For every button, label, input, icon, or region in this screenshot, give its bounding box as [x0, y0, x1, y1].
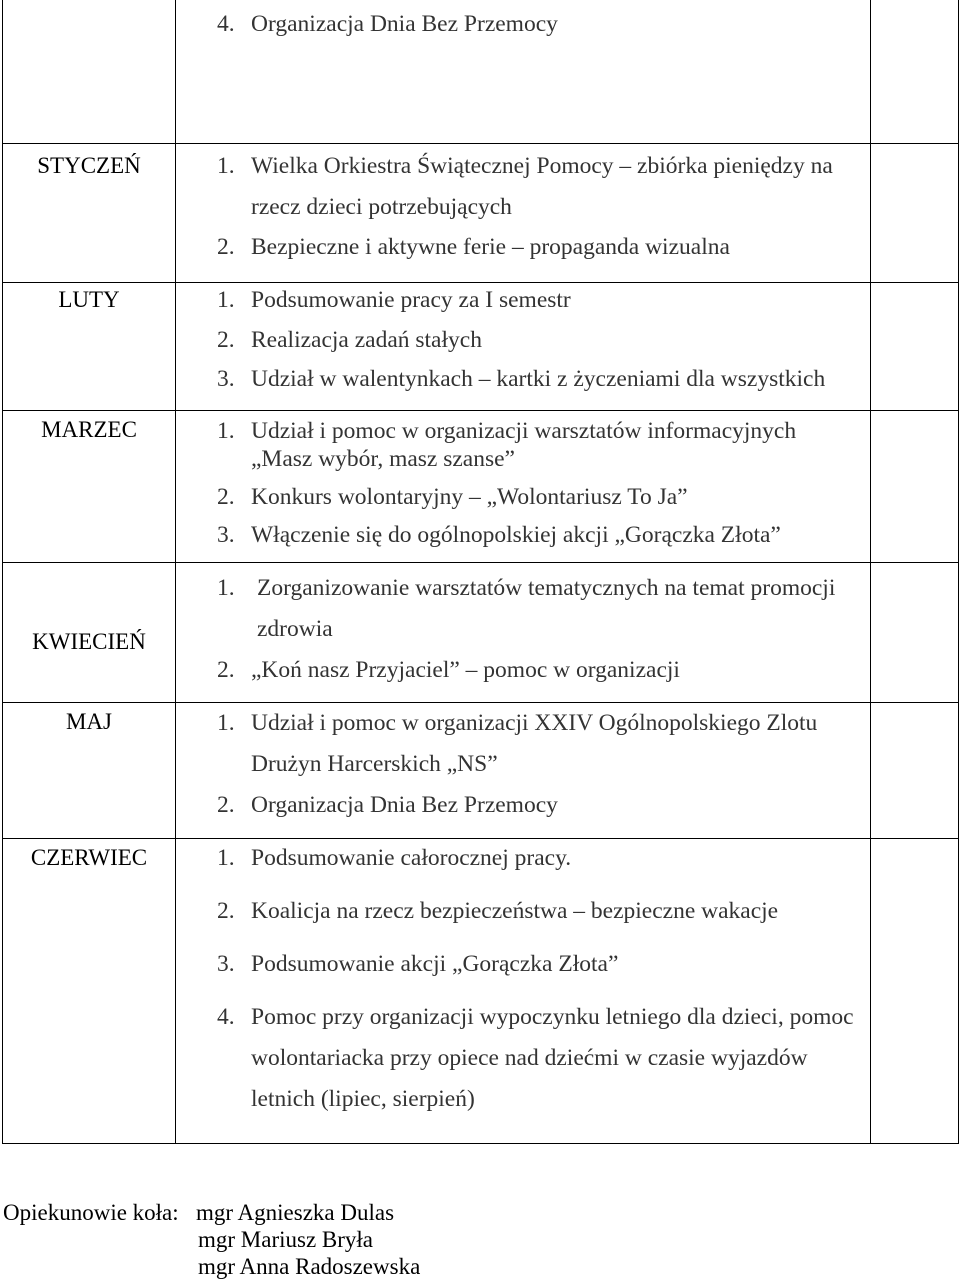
- item-text: letnich (lipiec, sierpień): [251, 1086, 475, 1112]
- item-number: 2.: [217, 898, 235, 924]
- table-row-divider: [2, 702, 959, 703]
- item-text: Podsumowanie całorocznej pracy.: [251, 845, 572, 871]
- item-text: Udział w walentynkach – kartki z życzeniami dla wszystkich: [251, 366, 826, 392]
- item-text: zdrowia: [257, 616, 333, 642]
- item-text: Włączenie się do ogólnopolskiej akcji „Gorączka Złota”: [251, 522, 781, 548]
- item-number: 3.: [217, 522, 235, 548]
- item-text: Realizacja zadań stałych: [251, 327, 482, 353]
- item-number: 3.: [217, 951, 235, 977]
- item-text: Pomoc przy organizacji wypoczynku letniego dla dzieci, pomoc: [251, 1004, 854, 1030]
- month-label: CZERWIEC: [30, 845, 148, 870]
- month-label: KWIECIEŃ: [32, 629, 146, 654]
- item-text: „Koń nasz Przyjaciel” – pomoc w organizacji: [251, 657, 680, 683]
- item-text: Organizacja Dnia Bez Przemocy: [251, 11, 558, 37]
- item-number: 2.: [217, 657, 235, 683]
- item-number: 3.: [217, 366, 235, 392]
- item-text: Bezpieczne i aktywne ferie – propaganda wizualna: [251, 234, 730, 260]
- item-text: Drużyn Harcerskich „NS”: [251, 751, 498, 777]
- item-text: Zorganizowanie warsztatów tematycznych na temat promocji: [257, 575, 836, 601]
- item-text: Podsumowanie akcji „Gorączka Złota”: [251, 951, 619, 977]
- item-number: 2.: [217, 484, 235, 510]
- table-row-divider: [2, 282, 959, 283]
- item-number: 4.: [217, 11, 235, 37]
- table-row-divider: [2, 562, 959, 563]
- table-row-divider: [2, 838, 959, 839]
- supervisor-name: mgr Mariusz Bryła: [198, 1227, 374, 1252]
- month-label: MARZEC: [41, 417, 137, 442]
- item-number: 1.: [217, 153, 235, 179]
- item-number: 1.: [217, 575, 235, 601]
- table-border-bottom: [2, 1143, 959, 1144]
- item-text: Konkurs wolontaryjny – „Wolontariusz To Ja”: [251, 484, 688, 510]
- item-number: 2.: [217, 327, 235, 353]
- table-row-divider: [2, 143, 959, 144]
- item-text: wolontariacka przy opiece nad dziećmi w czasie wyjazdów: [251, 1045, 808, 1071]
- table-column-divider: [870, 0, 871, 1144]
- supervisors-label: Opiekunowie koła:: [3, 1200, 179, 1225]
- item-number: 1.: [217, 710, 235, 736]
- item-number: 1.: [217, 418, 235, 444]
- item-text: „Masz wybór, masz szanse”: [251, 446, 515, 472]
- month-label: MAJ: [65, 709, 112, 734]
- item-number: 1.: [217, 845, 235, 871]
- table-row-divider: [2, 410, 959, 411]
- supervisor-name: mgr Agnieszka Dulas: [196, 1200, 395, 1225]
- item-text: Organizacja Dnia Bez Przemocy: [251, 792, 558, 818]
- item-text: Udział i pomoc w organizacji XXIV Ogólnopolskiego Zlotu: [251, 710, 818, 736]
- month-label: STYCZEŃ: [37, 153, 141, 178]
- item-text: Wielka Orkiestra Świątecznej Pomocy – zbiórka pieniędzy na: [251, 153, 833, 179]
- item-number: 1.: [217, 287, 235, 313]
- month-label: LUTY: [58, 287, 120, 312]
- supervisor-name: mgr Anna Radoszewska: [198, 1254, 421, 1279]
- item-text: rzecz dzieci potrzebujących: [251, 194, 512, 220]
- item-number: 4.: [217, 1004, 235, 1030]
- table-column-divider: [175, 0, 176, 1144]
- item-text: Udział i pomoc w organizacji warsztatów informacyjnych: [251, 418, 797, 444]
- item-number: 2.: [217, 234, 235, 260]
- item-text: Koalicja na rzecz bezpieczeństwa – bezpieczne wakacje: [251, 898, 779, 924]
- table-border-right: [958, 0, 959, 1144]
- item-number: 2.: [217, 792, 235, 818]
- item-text: Podsumowanie pracy za I semestr: [251, 287, 571, 313]
